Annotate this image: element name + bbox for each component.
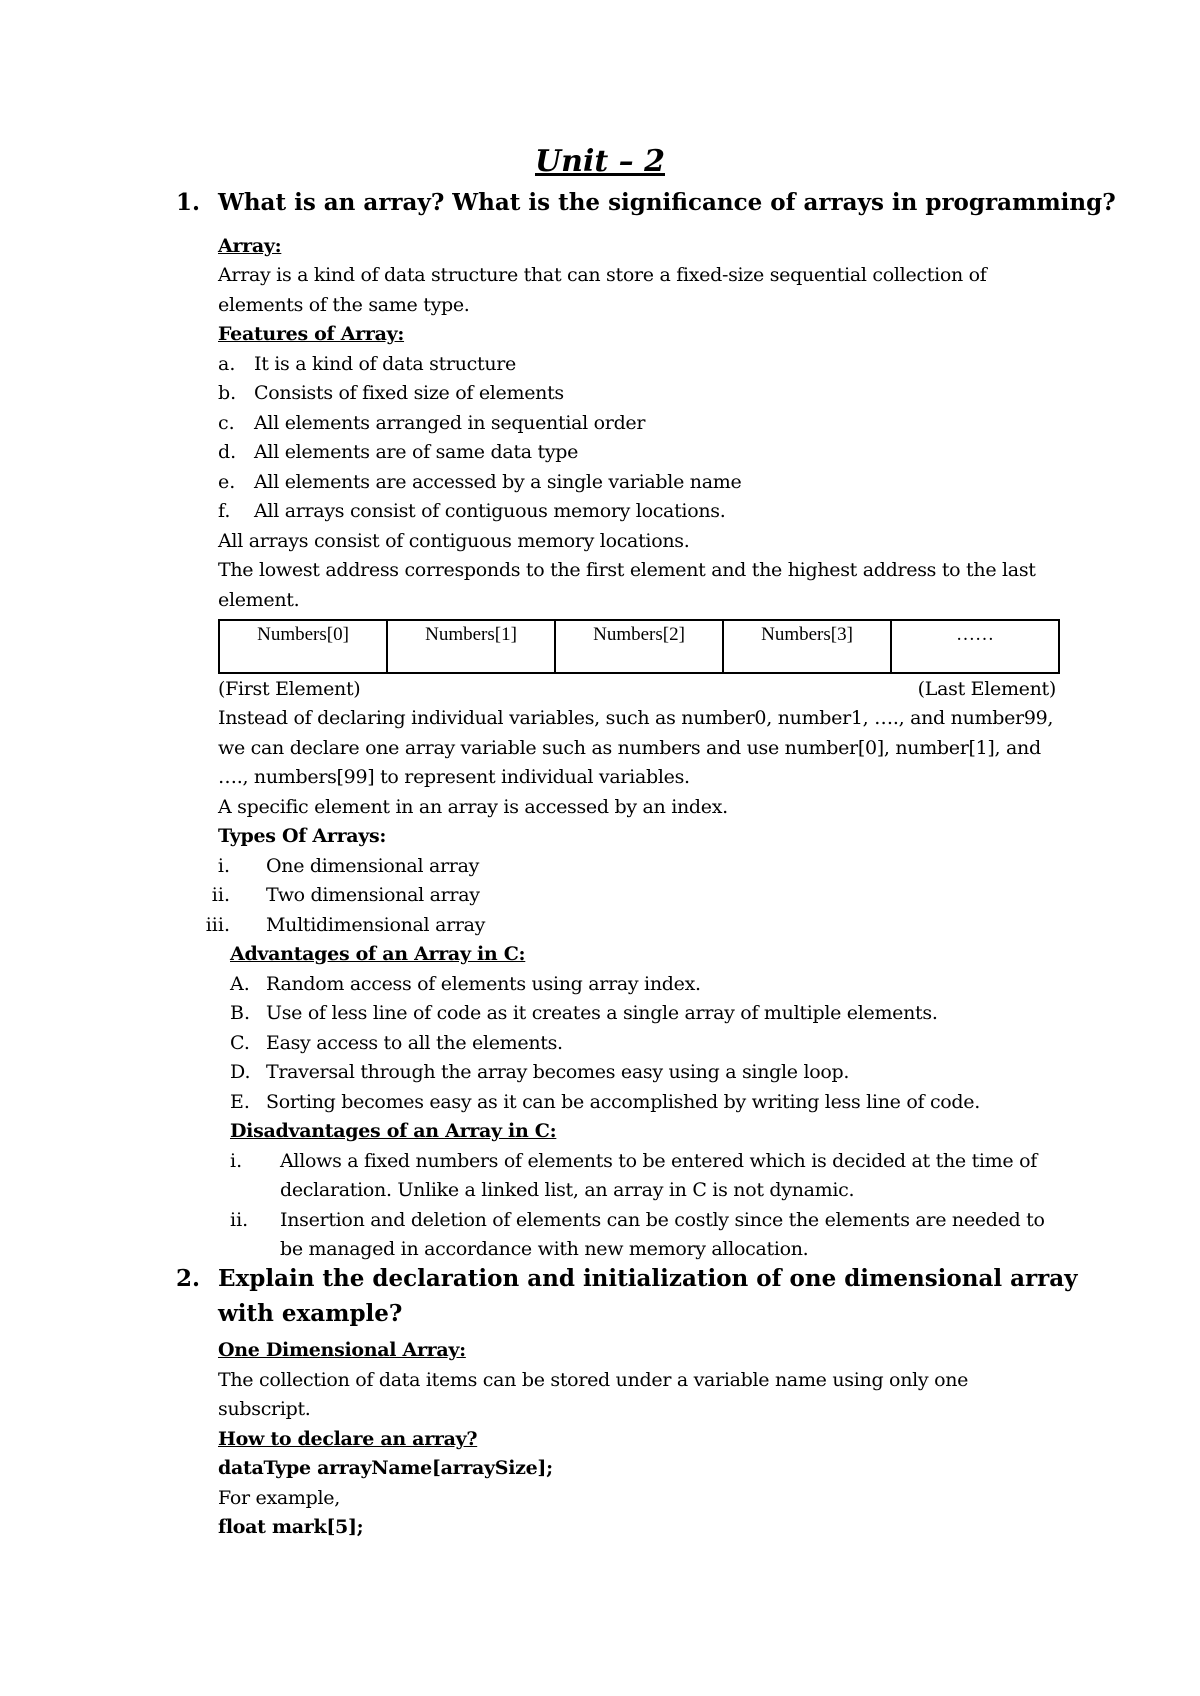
types-heading: Types Of Arrays: — [218, 825, 387, 847]
list-marker: A. — [230, 973, 250, 995]
one-dim-definition-line: subscript. — [218, 1398, 311, 1420]
declare-heading: How to declare an array? — [218, 1428, 478, 1450]
list-marker: iii. — [205, 914, 230, 936]
declaration-syntax: dataType arrayName[arraySize]; — [218, 1457, 553, 1479]
list-marker: e. — [218, 471, 236, 493]
question-text: What is an array? What is the significance of arrays in programming? — [218, 189, 1116, 216]
specific-element-line: A specific element in an array is accessed by an index. — [218, 796, 728, 818]
list-item: Use of less line of code as it creates a single array of multiple elements. — [266, 1002, 938, 1024]
list-item: Traversal through the array becomes easy using a single loop. — [266, 1061, 850, 1083]
list-marker: ii. — [230, 1209, 249, 1231]
list-item: be managed in accordance with new memory allocation. — [280, 1238, 809, 1260]
list-item: It is a kind of data structure — [254, 353, 516, 375]
one-dimensional-heading: One Dimensional Array: — [218, 1339, 466, 1361]
question-text: Explain the declaration and initialization of one dimensional array — [218, 1265, 1078, 1292]
list-marker: B. — [230, 1002, 251, 1024]
list-item: All elements are accessed by a single variable name — [254, 471, 742, 493]
list-marker: f. — [218, 500, 231, 522]
example-code: float mark[5]; — [218, 1516, 364, 1538]
array-cell: Numbers[3] — [723, 620, 891, 673]
array-heading: Array: — [218, 235, 282, 257]
list-item: declaration. Unlike a linked list, an array in C is not dynamic. — [280, 1179, 855, 1201]
list-item: All elements are of same data type — [254, 441, 579, 463]
question-number: 2. — [176, 1265, 201, 1292]
instead-line: …., numbers[99] to represent individual variables. — [218, 766, 690, 788]
list-item: Sorting becomes easy as it can be accomplished by writing less line of code. — [266, 1091, 980, 1113]
list-marker: d. — [218, 441, 237, 463]
list-item: Allows a fixed numbers of elements to be entered which is decided at the time of — [280, 1150, 1037, 1172]
address-line: element. — [218, 589, 300, 611]
page-title: Unit – 2 — [535, 144, 665, 179]
definition-line: elements of the same type. — [218, 294, 470, 316]
address-line: The lowest address corresponds to the first element and the highest address to the last — [218, 559, 1036, 581]
instead-line: Instead of declaring individual variables, such as number0, number1, …., and number99, — [218, 707, 1054, 729]
array-cell: …… — [891, 620, 1059, 673]
for-example-label: For example, — [218, 1487, 340, 1509]
instead-line: we can declare one array variable such as numbers and use number[0], number[1], and — [218, 737, 1041, 759]
list-marker: i. — [230, 1150, 243, 1172]
list-item: All elements arranged in sequential order — [254, 412, 646, 434]
list-item: Easy access to all the elements. — [266, 1032, 563, 1054]
list-marker: i. — [217, 855, 230, 877]
list-item: Consists of fixed size of elements — [254, 382, 564, 404]
features-heading: Features of Array: — [218, 323, 405, 345]
disadvantages-heading: Disadvantages of an Array in C: — [230, 1120, 557, 1142]
list-marker: C. — [230, 1032, 250, 1054]
list-item: All arrays consist of contiguous memory locations. — [254, 500, 726, 522]
list-item: Multidimensional array — [266, 914, 486, 936]
list-marker: c. — [218, 412, 235, 434]
list-marker: b. — [218, 382, 237, 404]
list-marker: E. — [230, 1091, 250, 1113]
contiguous-note: All arrays consist of contiguous memory locations. — [218, 530, 690, 552]
list-item: Two dimensional array — [266, 884, 480, 906]
one-dim-definition-line: The collection of data items can be stored under a variable name using only one — [218, 1369, 969, 1391]
list-item: Random access of elements using array index. — [266, 973, 701, 995]
question-text: with example? — [218, 1300, 403, 1327]
list-item: One dimensional array — [266, 855, 480, 877]
list-marker: ii. — [211, 884, 230, 906]
question-number: 1. — [176, 189, 201, 216]
list-marker: a. — [218, 353, 236, 375]
array-diagram-table — [218, 619, 1060, 674]
array-cell: Numbers[2] — [555, 620, 723, 673]
definition-line: Array is a kind of data structure that can store a fixed-size sequential collection of — [218, 264, 987, 286]
list-item: Insertion and deletion of elements can be costly since the elements are needed to — [280, 1209, 1045, 1231]
list-marker: D. — [230, 1061, 251, 1083]
array-cell: Numbers[1] — [387, 620, 555, 673]
last-element-label: (Last Element) — [917, 678, 1056, 700]
array-cell: Numbers[0] — [219, 620, 387, 673]
advantages-heading: Advantages of an Array in C: — [230, 943, 526, 965]
first-element-label: (First Element) — [218, 678, 361, 700]
